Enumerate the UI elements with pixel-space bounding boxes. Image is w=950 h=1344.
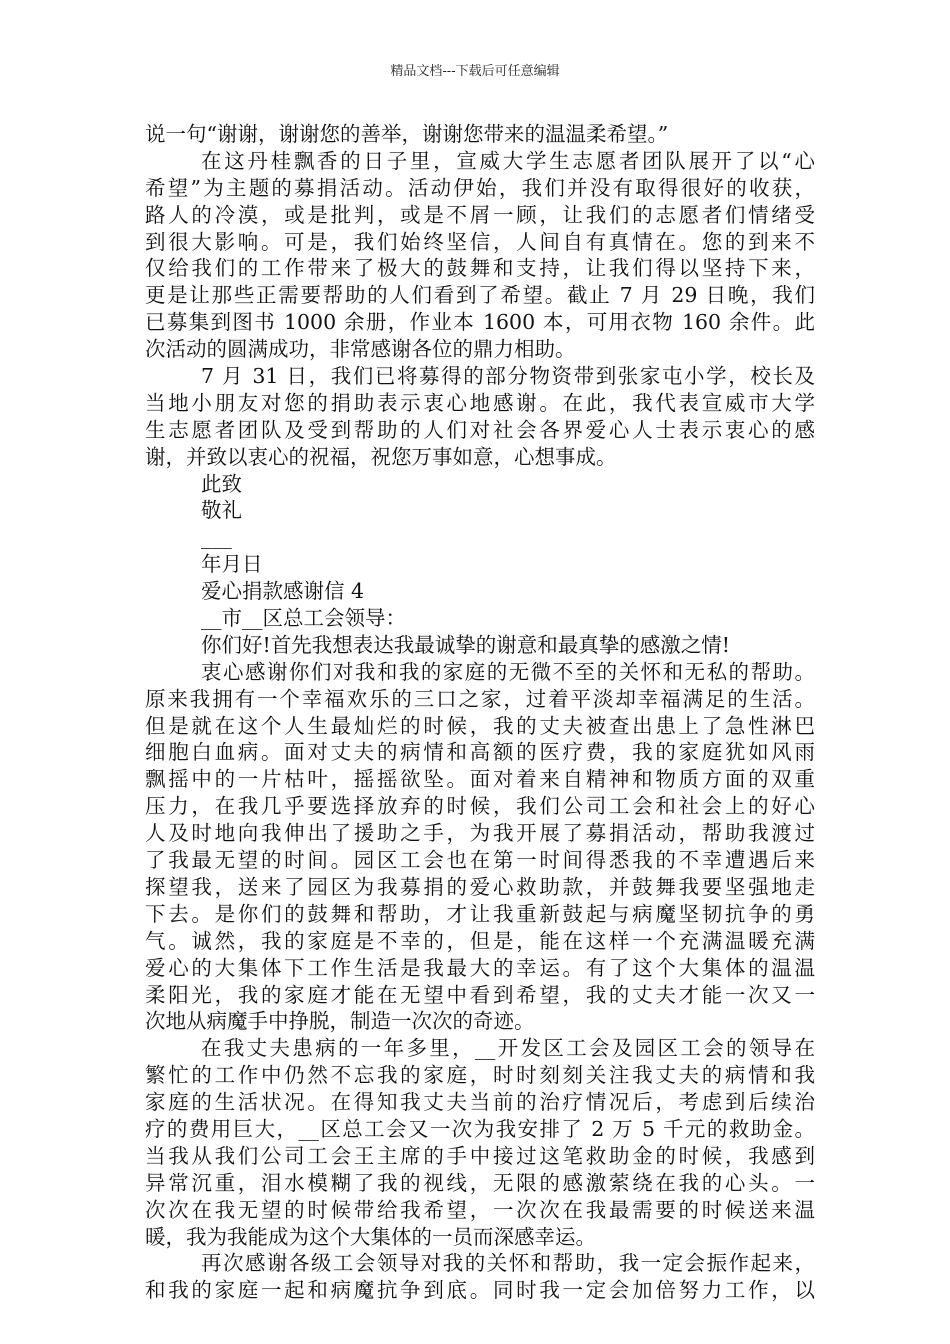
text-line: 和我的家庭一起和病魔抗争到底。同时我一定会加倍努力工作，以 bbox=[145, 1278, 815, 1303]
text-line: 次地从病魔手中挣脱，制造一次次的奇迹。 bbox=[145, 1009, 535, 1034]
text-line: 你们好!首先我想表达我最诚挚的谢意和最真挚的感激之情! bbox=[201, 632, 730, 657]
text-line: 柔阳光，我的家庭才能在无望中看到希望，我的丈夫才能一次又一 bbox=[145, 982, 815, 1007]
page-header: 精品文档---下载后可任意编辑 bbox=[390, 64, 560, 79]
text-line: 此致 bbox=[201, 471, 242, 496]
text-line: 路人的冷漠，或是批判，或是不屑一顾，让我们的志愿者们情绪受 bbox=[145, 202, 815, 227]
text-line: 探望我，送来了园区为我募捐的爱心救助款，并鼓舞我要坚强地走 bbox=[145, 874, 815, 899]
text-line: 但是就在这个人生最灿烂的时候，我的丈夫被查出患上了急性淋巴 bbox=[145, 713, 815, 738]
text-line: 到很大影响。可是，我们始终坚信，人间自有真情在。您的到来不 bbox=[145, 229, 815, 254]
text-line: 敬礼 bbox=[201, 498, 242, 523]
text-line: 气。诚然，我的家庭是不幸的，但是，能在这样一个充满温暖充满 bbox=[145, 928, 815, 953]
text-line: 在这丹桂飘香的日子里，宣威大学生志愿者团队展开了以“心 bbox=[201, 148, 815, 173]
text-line: 7 月 31 日，我们已将募得的部分物资带到张家屯小学，校长及 bbox=[201, 364, 815, 389]
text-line: 繁忙的工作中仍然不忘我的家庭，时时刻刻关注我丈夫的病情和我 bbox=[145, 1063, 815, 1088]
text-line: 当地小朋友对您的捐助表示衷心地感谢。在此，我代表宣威市大学 bbox=[145, 390, 815, 415]
text-line: 了我最无望的时间。园区工会也在第一时间得悉我的不幸遭遇后来 bbox=[145, 848, 815, 873]
text-line: 已募集到图书 1000 余册，作业本 1600 本，可用衣物 160 余件。此 bbox=[145, 310, 815, 335]
text-line: 爱心捐款感谢信 4 bbox=[201, 579, 365, 604]
text-line: 仅给我们的工作带来了极大的鼓舞和支持，让我们得以坚持下来， bbox=[145, 256, 815, 281]
text-line: 细胞白血病。面对丈夫的病情和高额的医疗费，我的家庭犹如风雨 bbox=[145, 740, 815, 765]
text-line: 生志愿者团队及受到帮助的人们对社会各界爱心人士表示衷心的感 bbox=[145, 417, 815, 442]
text-line: 次活动的圆满成功，非常感谢各位的鼎力相助。 bbox=[145, 337, 576, 362]
text-line: 说一句“谢谢，谢谢您的善举，谢谢您带来的温温柔希望。” bbox=[145, 122, 669, 146]
text-line: 在我丈夫患病的一年多里，__开发区工会及园区工会的领导在 bbox=[201, 1036, 815, 1061]
text-line: 次次在我无望的时候带给我希望，一次次在我最需要的时候送来温 bbox=[145, 1197, 815, 1222]
document-body bbox=[145, 121, 815, 1304]
text-line: 爱心的大集体下工作生活是我最大的幸运。有了这个大集体的温温 bbox=[145, 955, 815, 980]
text-line: 飘摇中的一片枯叶，摇摇欲坠。面对着来自精神和物质方面的双重 bbox=[145, 767, 815, 792]
text-line: ___ bbox=[201, 525, 232, 550]
text-line: 更是让那些正需要帮助的人们看到了希望。截止 7 月 29 日晚，我们 bbox=[145, 283, 815, 308]
text-line: 下去。是你们的鼓舞和帮助，才让我重新鼓起与病魔坚韧抗争的勇 bbox=[145, 901, 815, 926]
text-line: 家庭的生活状况。在得知我丈夫当前的治疗情况后，考虑到后续治 bbox=[145, 1090, 815, 1115]
text-line: 暖，我为我能成为这个大集体的一员而深感幸运。 bbox=[145, 1224, 596, 1249]
text-line: __市__区总工会领导： bbox=[201, 606, 406, 631]
text-line: 再次感谢各级工会领导对我的关怀和帮助，我一定会振作起来， bbox=[201, 1251, 815, 1276]
text-line: 压力，在我几乎要选择放弃的时候，我们公司工会和社会上的好心 bbox=[145, 794, 815, 819]
text-line: 异常沉重，泪水模糊了我的视线，无限的感激萦绕在我的心头。一 bbox=[145, 1170, 815, 1195]
text-line: 原来我拥有一个幸福欢乐的三口之家，过着平淡却幸福满足的生活。 bbox=[145, 686, 815, 711]
text-line: 当我从我们公司工会王主席的手中接过这笔救助金的时候，我感到 bbox=[145, 1143, 815, 1168]
text-line: 年月日 bbox=[201, 552, 263, 577]
text-line: 人及时地向我伸出了援助之手，为我开展了募捐活动，帮助我渡过 bbox=[145, 821, 815, 846]
text-line: 希望”为主题的募捐活动。活动伊始，我们并没有取得很好的收获， bbox=[145, 175, 815, 200]
text-line: 衷心感谢你们对我和我的家庭的无微不至的关怀和无私的帮助。 bbox=[201, 659, 815, 684]
text-line: 谢，并致以衷心的祝福，祝您万事如意，心想事成。 bbox=[145, 444, 617, 469]
text-line: 疗的费用巨大，__区总工会又一次为我安排了 2 万 5 千元的救助金。 bbox=[145, 1116, 815, 1141]
